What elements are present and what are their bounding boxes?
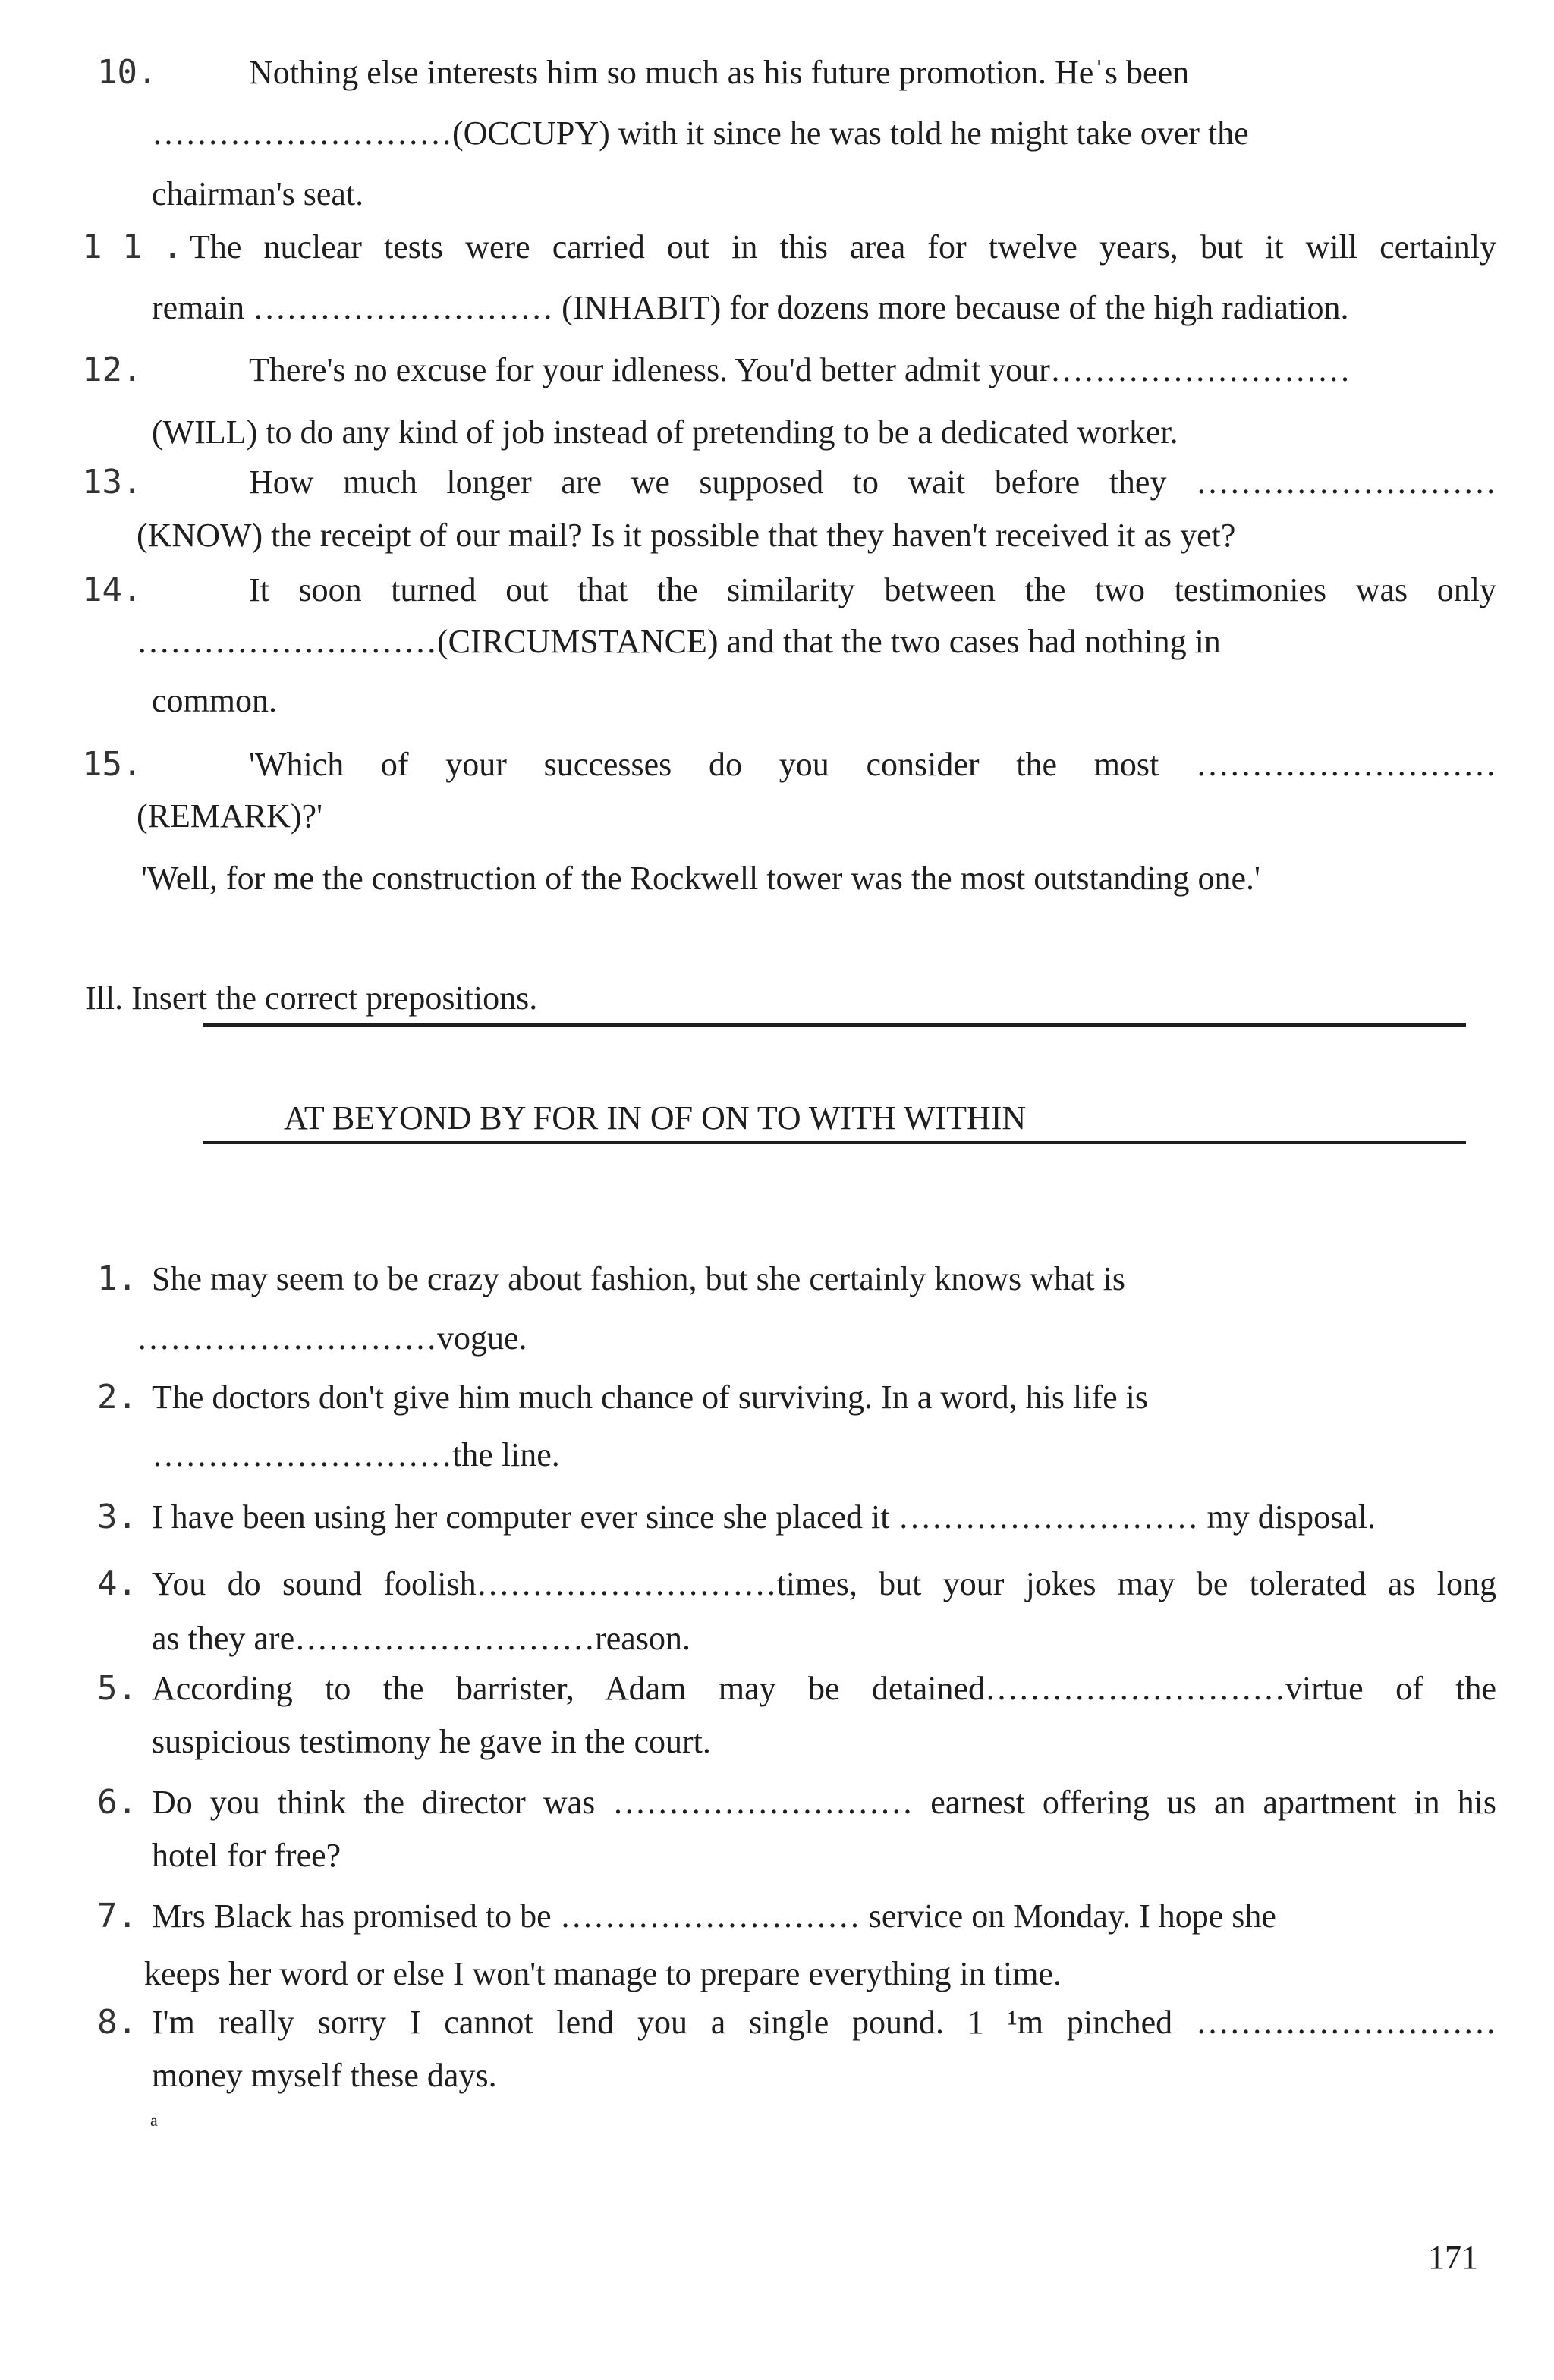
item-text-line: Nothing else interests him so much as his future promotion. Heˈs been — [249, 54, 1190, 91]
item-text-line: 'Which of your successes do you consider the most ……………………… — [249, 746, 1496, 783]
item-number: 15. — [82, 745, 143, 784]
item-text-line: ………………………vogue. — [137, 1319, 527, 1357]
word-bank: AT BEYOND BY FOR IN OF ON TO WITH WITHIN — [284, 1099, 1027, 1137]
item-number: 13. — [82, 463, 143, 501]
item-text-line: There's no excuse for your idleness. You'd better admit your……………………… — [249, 351, 1351, 388]
item-text-line: 'Well, for me the construction of the Rockwell tower was the most outstanding one.' — [141, 860, 1260, 897]
item-text-line: suspicious testimony he gave in the court. — [152, 1723, 711, 1760]
item-text-line: keeps her word or else I won't manage to prepare everything in time. — [144, 1955, 1062, 1992]
item-text-line: as they are………………………reason. — [152, 1620, 690, 1657]
item-number: 6. — [97, 1783, 137, 1822]
item-number: 10. — [97, 53, 158, 92]
item-number: 5. — [97, 1669, 137, 1708]
item-number: 1. — [97, 1259, 137, 1298]
item-number: 7. — [97, 1897, 137, 1935]
item-number: 8. — [97, 2003, 137, 2042]
item-text-line: remain ……………………… (INHABIT) for dozens more because of the high radiation. — [152, 289, 1349, 326]
item-text-line: The nuclear tests were carried out in this area for twelve years, but it will certainly — [190, 228, 1496, 266]
item-number: 2. — [97, 1378, 137, 1416]
divider — [203, 1023, 1466, 1027]
item-text-line: common. — [152, 682, 277, 719]
item-text-line: chairman's seat. — [152, 175, 364, 212]
item-text-line: Do you think the director was ……………………… earnest offering us an apartment in his — [152, 1784, 1496, 1821]
item-text-line: (WILL) to do any kind of job instead of pretending to be a dedicated worker. — [152, 413, 1178, 451]
item-number: 12. — [82, 351, 143, 389]
item-text-line: I have been using her computer ever since she placed it ……………………… my disposal. — [152, 1498, 1376, 1536]
item-text-line: money myself these days. — [152, 2057, 497, 2094]
item-text-line: According to the barrister, Adam may be detained………………………virtue of the — [152, 1670, 1496, 1707]
item-number: 14. — [82, 571, 143, 609]
item-number: 3. — [97, 1498, 137, 1536]
item-text-line: ………………………(OCCUPY) with it since he was told he might take over the — [152, 115, 1249, 152]
divider — [203, 1141, 1466, 1144]
stray-mark: a — [150, 2111, 158, 2130]
item-number: 4. — [97, 1564, 137, 1603]
item-text-line: Mrs Black has promised to be ……………………… service on Monday. I hope she — [152, 1897, 1276, 1935]
item-text-line: ………………………(CIRCUMSTANCE) and that the two cases had nothing in — [137, 623, 1221, 660]
item-text-line: hotel for free? — [152, 1837, 341, 1874]
item-text-line: She may seem to be crazy about fashion, but she certainly knows what is — [152, 1260, 1126, 1297]
item-text-line: How much longer are we supposed to wait before they ……………………… — [249, 464, 1496, 501]
item-text-line: You do sound foolish………………………times, but your jokes may be tolerated as long — [152, 1565, 1496, 1602]
item-number: 1 1 . — [82, 228, 183, 266]
item-text-line: It soon turned out that the similarity between the two testimonies was only — [249, 571, 1496, 608]
page-number: 171 — [1428, 2239, 1478, 2276]
item-text-line: (KNOW) the receipt of our mail? Is it possible that they haven't received it as yet? — [137, 517, 1236, 554]
section-heading: Ill. Insert the correct prepositions. — [85, 979, 538, 1017]
item-text-line: ………………………the line. — [152, 1436, 560, 1473]
item-text-line: I'm really sorry I cannot lend you a single pound. 1 ¹m pinched ……………………… — [152, 2004, 1496, 2041]
item-text-line: The doctors don't give him much chance of surviving. In a word, his life is — [152, 1379, 1148, 1416]
item-text-line: (REMARK)?' — [137, 797, 323, 835]
